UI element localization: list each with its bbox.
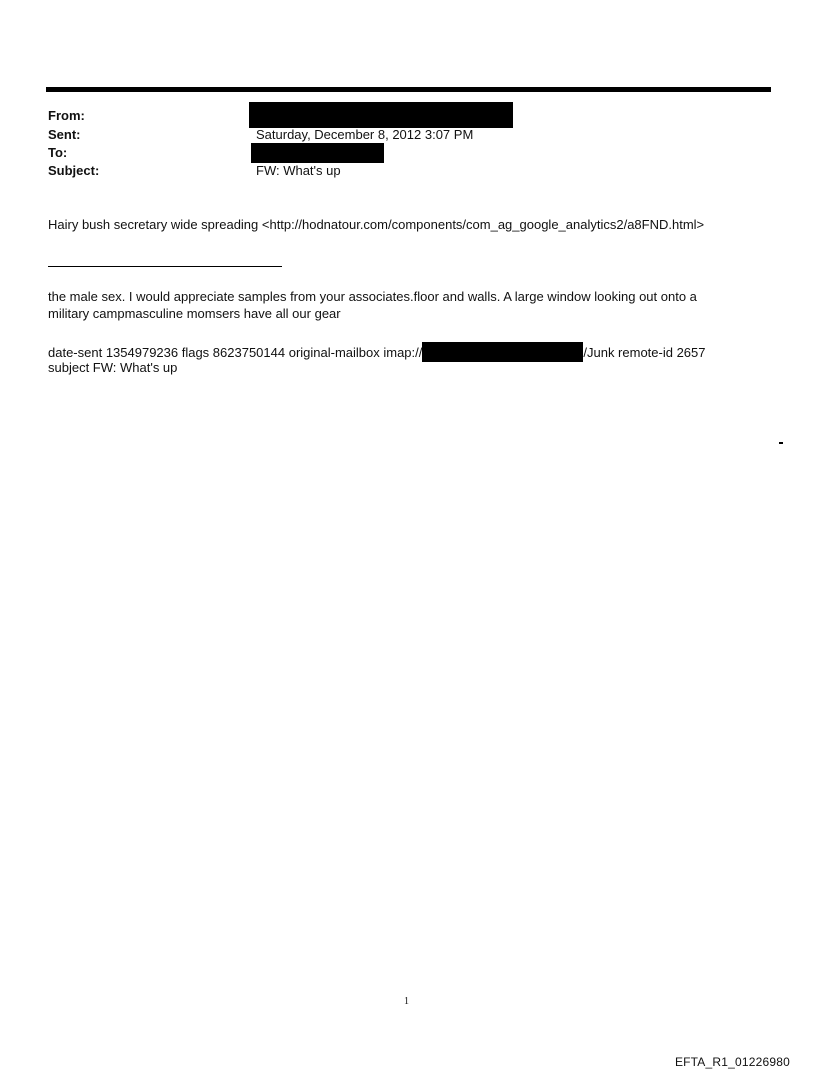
bates-number: EFTA_R1_01226980 (674, 1055, 790, 1069)
page-number: 1 (404, 996, 409, 1007)
to-value-redaction (251, 143, 384, 163)
to-label: To: (48, 145, 68, 160)
stray-mark (779, 442, 783, 444)
mailbox-redaction (422, 342, 583, 362)
subject-label: Subject: (48, 163, 100, 178)
body-link-line: Hairy bush secretary wide spreading <http://hodnatour.com/components/com_ag_google_analytics2/a8FND.html> (48, 217, 705, 232)
metadata-line-2: subject FW: What's up (48, 360, 178, 375)
from-label: From: (48, 108, 85, 123)
body-paragraph-line-2: military campmasculine momsers have all our gear (48, 306, 341, 321)
sent-value: Saturday, December 8, 2012 3:07 PM (256, 127, 474, 142)
metadata-suffix: /Junk remote-id 2657 (583, 345, 706, 360)
sent-label: Sent: (48, 127, 81, 142)
body-separator-rule (48, 266, 282, 267)
metadata-prefix: date-sent 1354979236 flags 8623750144 original-mailbox imap:// (48, 345, 423, 360)
subject-value: FW: What's up (256, 163, 341, 178)
from-value-redaction (249, 102, 513, 128)
header-top-rule (46, 87, 771, 92)
body-paragraph-line-1: the male sex. I would appreciate samples from your associates.floor and walls. A large window looking out onto a (48, 289, 697, 304)
